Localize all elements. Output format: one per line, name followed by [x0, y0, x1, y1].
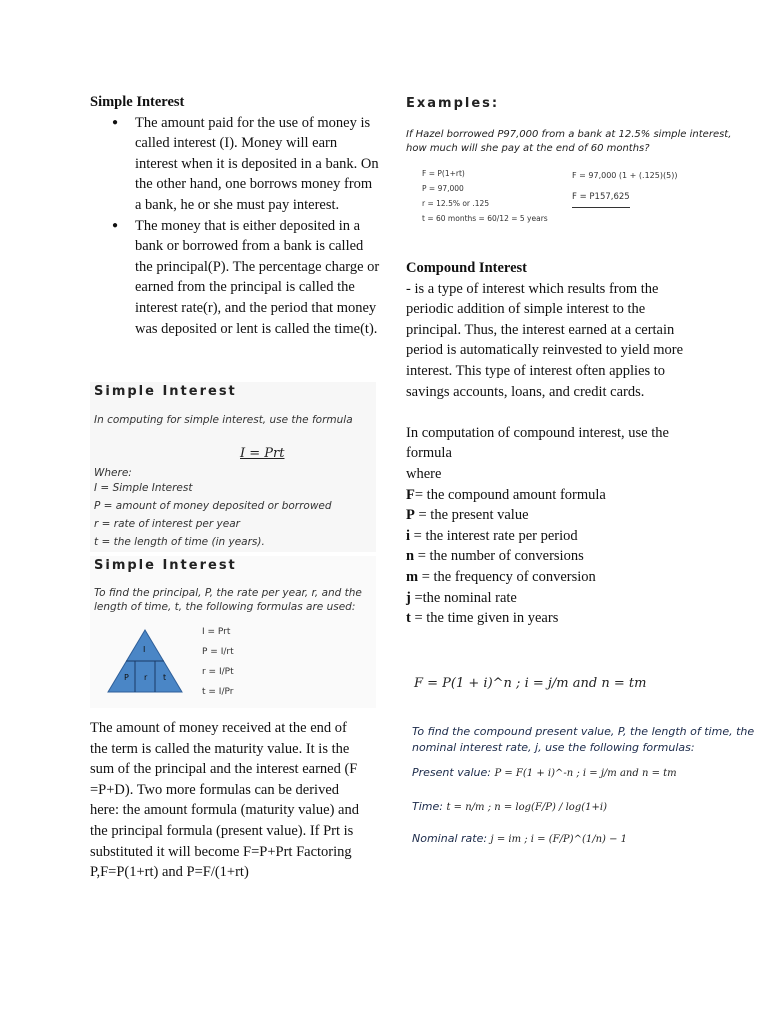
- work-line: r = 12.5% or .125: [422, 199, 490, 208]
- time-line: Time: t = n/m ; n = log(F/P) / log(1+i): [412, 800, 607, 813]
- compound-interest-formula: F = P(1 + i)^n ; i = j/m and n = tm: [414, 676, 647, 691]
- simple-interest-triangle-panel: [90, 556, 376, 708]
- definition-item: P = the present value: [406, 507, 529, 524]
- definition-item: m = the frequency of conversion: [406, 568, 596, 585]
- interest-triangle-diagram: [106, 628, 184, 696]
- panel-intro: To find the principal, P, the rate per year, r, and the length of time, t, the following formulas are used:: [94, 587, 362, 613]
- definition-item: i = the interest rate per period: [406, 527, 578, 544]
- present-value-line: Present value: P = F(1 + i)^-n ; i = j/m and n = tm: [412, 766, 677, 779]
- example-work-right: [572, 166, 677, 208]
- work-line: P = 97,000: [422, 184, 464, 193]
- definition-item: r = rate of interest per year: [94, 518, 240, 530]
- formula-item: I = Prt: [202, 627, 231, 637]
- definition-item: j =the nominal rate: [406, 589, 517, 606]
- maturity-value-paragraph: The amount of money received at the end of the term is called the maturity value. It is the sum of the principal and the interest earned (F =P+D). Two more formulas can be derived here: the amount formula (maturity value) and the principal formula (present value). If Prt is substituted it will become F=P+Prt Factoring P,F=P(1+rt) and P=F/(1+rt): [90, 720, 359, 881]
- compound-definitions: [406, 485, 691, 629]
- definition-item: F= the compound amount formula: [406, 486, 606, 503]
- present-value-panel: [406, 720, 768, 860]
- left-column: [90, 92, 380, 339]
- compound-interest-heading: Compound Interest: [406, 260, 527, 276]
- nominal-rate-line: Nominal rate: j = im ; i = (F/P)^(1/n) − 1: [412, 832, 628, 845]
- work-line: F = P(1+rt): [422, 169, 465, 178]
- panel-title: Simple Interest: [94, 384, 237, 399]
- panel-title: Simple Interest: [94, 558, 237, 573]
- work-line: F = P157,625: [572, 187, 630, 208]
- example-question: If Hazel borrowed P97,000 from a bank at 12.5% simple interest, how much will she pay at the end of 60 months?: [406, 129, 732, 154]
- simple-interest-formula-panel: [90, 382, 376, 552]
- formula-item: t = I/Pr: [202, 687, 234, 697]
- formula-item: r = I/Pt: [202, 667, 234, 677]
- work-line: F = 97,000 (1 + (.125)(5)): [572, 171, 678, 180]
- panel-intro: In computing for simple interest, use the formula: [94, 414, 353, 426]
- definition-item: P = amount of money deposited or borrowed: [94, 500, 332, 512]
- definition-item: I = Simple Interest: [94, 482, 193, 494]
- where-label: Where:: [94, 467, 132, 479]
- simple-interest-bullets: [90, 113, 380, 340]
- computation-intro: In computation of compound interest, use the formula: [406, 424, 669, 462]
- examples-title: Examples:: [406, 96, 500, 111]
- triangle-label-t: t: [163, 673, 167, 682]
- bullet-item: ● The money that is either deposited in a bank or borrowed from a bank is called the principal(P). The percentage charge or earned from the principal is called the interest rate(r), and the period that money was deposited or lent is called the time(t).: [90, 216, 380, 340]
- bullet-item: ● The amount paid for the use of money is called interest (I). Money will earn interest when it is deposited in a bank. On the other hand, one borrows money from a bank, he or she must pay interest.: [90, 113, 380, 216]
- triangle-label-p: P: [124, 673, 129, 682]
- rearranged-formulas: [202, 622, 234, 702]
- compound-interest-text: - is a type of interest which results from the periodic addition of simple interest to the principal. Thus, the interest earned at a certain period is automatically reinvested to yield more interest. This type of interest often applies to savings accounts, loans, and credit cards.: [406, 280, 684, 400]
- simple-interest-heading: Simple Interest: [90, 94, 185, 110]
- where-label: where: [406, 465, 442, 482]
- present-value-intro: To find the compound present value, P, the length of time, the nominal interest rate, j, use the following formulas:: [412, 725, 755, 754]
- definition-list: [94, 479, 332, 551]
- compound-interest-section: [406, 258, 691, 629]
- formula-item: P = I/rt: [202, 647, 234, 657]
- definition-item: t = the length of time (in years).: [94, 536, 265, 548]
- example-work-left: [422, 166, 548, 226]
- triangle-label-i: I: [143, 645, 146, 654]
- triangle-label-r: r: [144, 673, 148, 682]
- examples-block: [406, 96, 756, 232]
- definition-item: n = the number of conversions: [406, 548, 584, 565]
- simple-interest-formula: I = Prt: [240, 446, 285, 461]
- work-line: t = 60 months = 60/12 = 5 years: [422, 214, 548, 223]
- definition-item: t = the time given in years: [406, 610, 559, 627]
